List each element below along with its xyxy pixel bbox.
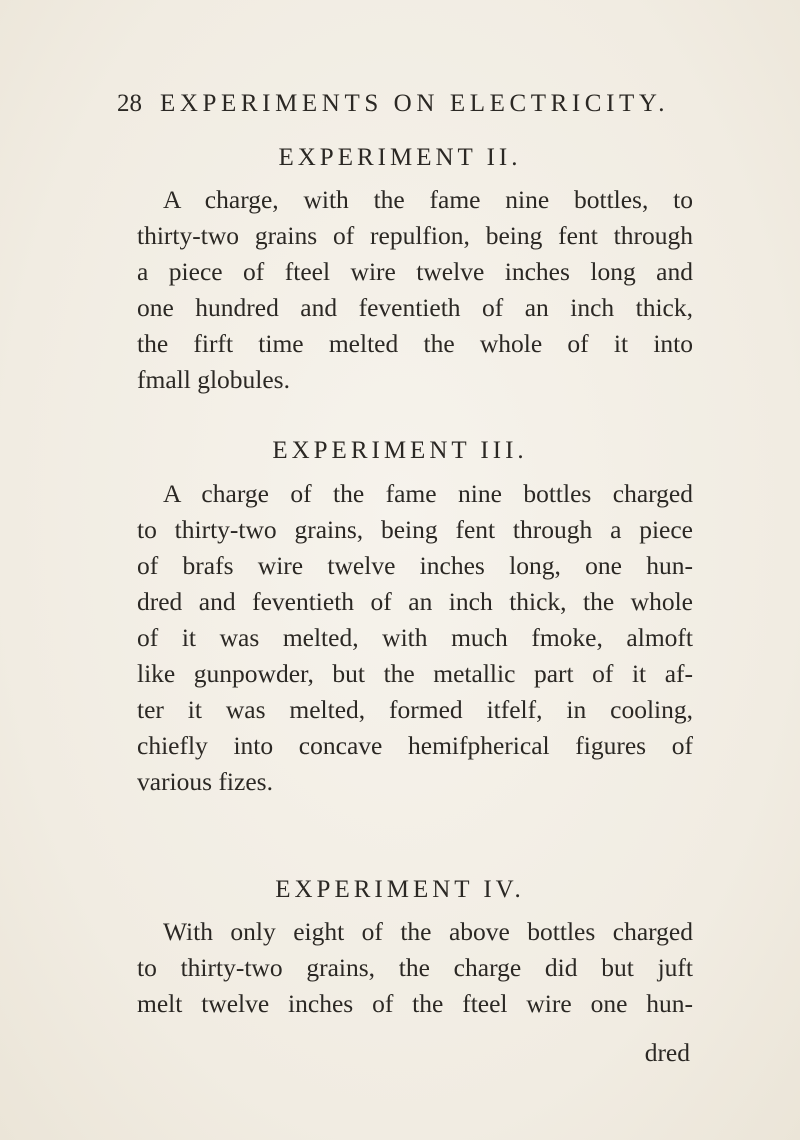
experiment-3-heading: EXPERIMENT III.	[272, 437, 528, 464]
text-line: one hundred and feventieth of an inch thick,	[137, 293, 693, 322]
text-line: A charge of the fame nine bottles charged	[163, 479, 693, 508]
text-line: With only eight of the above bottles charged	[163, 917, 693, 946]
experiment-4-text	[137, 914, 693, 1022]
running-title: EXPERIMENTS ON ELECTRICITY.	[160, 90, 670, 117]
catchword: dred	[644, 1038, 690, 1067]
text-line: to thirty-two grains, the charge did but juft	[137, 953, 693, 982]
running-header	[117, 90, 677, 118]
page-number: 28	[117, 90, 142, 117]
text-line: chiefly into concave hemifpherical figures of	[137, 731, 693, 760]
text-line: dred and feventieth of an inch thick, the whole	[137, 587, 693, 616]
experiment-4-heading: EXPERIMENT IV.	[275, 876, 525, 903]
text-line: melt twelve inches of the fteel wire one hun-	[137, 989, 693, 1018]
text-line: fmall globules.	[137, 365, 290, 394]
text-line: thirty-two grains of repulfion, being fent through	[137, 221, 693, 250]
text-line: like gunpowder, but the metallic part of it af-	[137, 659, 693, 688]
text-line: of brafs wire twelve inches long, one hun-	[137, 551, 693, 580]
text-line: the firft time melted the whole of it into	[137, 329, 693, 358]
text-line: to thirty-two grains, being fent through a piece	[137, 515, 693, 544]
experiment-3-text	[137, 476, 693, 800]
experiment-2-text	[137, 182, 693, 398]
text-line: A charge, with the fame nine bottles, to	[163, 185, 693, 214]
text-line: various fizes.	[137, 767, 273, 796]
text-line: a piece of fteel wire twelve inches long and	[137, 257, 693, 286]
experiment-2-heading: EXPERIMENT II.	[278, 144, 522, 171]
text-line: ter it was melted, formed itfelf, in cooling,	[137, 695, 693, 724]
text-line: of it was melted, with much fmoke, almoft	[137, 623, 693, 652]
